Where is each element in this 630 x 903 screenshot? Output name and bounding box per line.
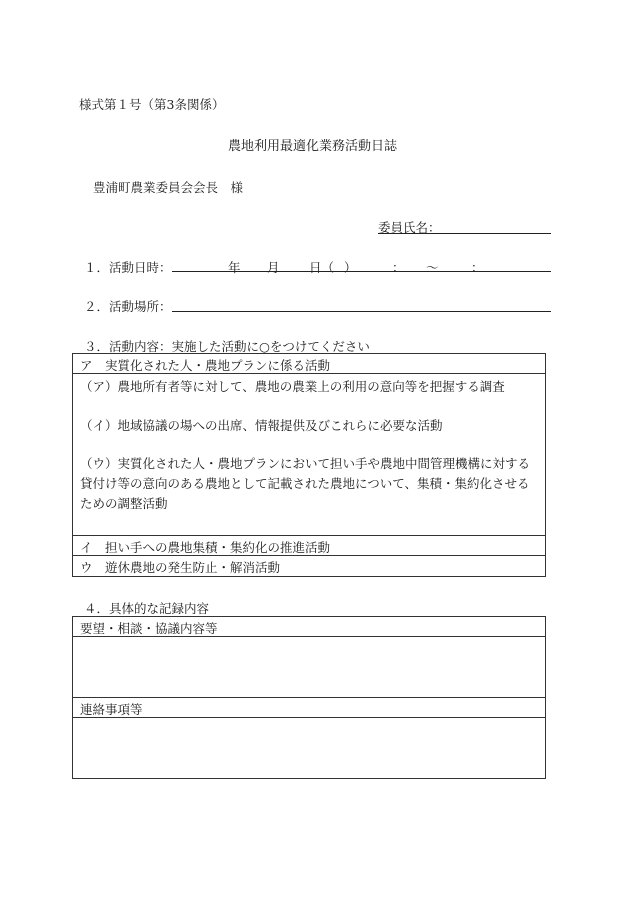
requests-header: 要望・相談・協議内容等 — [80, 621, 218, 636]
activity-content-label: ３．活動内容：実施した活動に○をつけてください — [84, 339, 370, 354]
activity-row-a1[interactable]: （ア）農地所有者等に対して、農地の農業上の利用の意向等を把握する調査 — [80, 379, 505, 394]
notices-header: 連絡事項等 — [80, 702, 143, 717]
requests-input-area[interactable] — [73, 637, 545, 697]
activity-row-a3[interactable]: （ウ）実質化された人・農地プランにおいて担い手や農地中間管理機構に対する貸付け等の意向のある農地として記載された農地について、集積・集約化させるための調整活動 — [80, 456, 531, 511]
row-divider — [73, 373, 545, 374]
time-range-tilde: ～ — [426, 260, 439, 275]
month-label: 月 — [267, 260, 280, 275]
activity-content-table — [72, 353, 546, 577]
day-label: 日（ — [309, 260, 335, 275]
requests-box — [72, 616, 546, 698]
member-name-field[interactable] — [378, 233, 551, 234]
activity-row-c[interactable]: ウ 遊休農地の発生防止・解消活動 — [80, 560, 281, 575]
activity-place-label: ２．活動場所： — [84, 299, 172, 314]
end-time-colon: ： — [471, 260, 484, 275]
notices-box — [72, 697, 546, 779]
activity-datetime-field[interactable] — [172, 271, 551, 272]
record-content-label: ４．具体的な記録内容 — [84, 601, 210, 616]
form-number-label: 様式第１号（第3条関係） — [79, 97, 225, 112]
notices-input-area[interactable] — [73, 718, 545, 778]
activity-row-b[interactable]: イ 担い手への農地集積・集約化の推進活動 — [80, 540, 331, 555]
row-divider — [73, 555, 545, 556]
weekday-paren-close: ） — [344, 260, 357, 275]
start-time-colon: ： — [392, 260, 405, 275]
activity-row-a-header[interactable]: ア 実質化された人・農地プランに係る活動 — [80, 358, 331, 373]
row-divider — [73, 535, 545, 536]
activity-datetime-label: １．活動日時： — [84, 260, 172, 275]
activity-place-field[interactable] — [172, 311, 551, 312]
member-name-label: 委員氏名： — [378, 220, 441, 235]
year-label: 年 — [228, 260, 241, 275]
activity-row-a2[interactable]: （イ）地域協議の場への出席、情報提供及びこれらに必要な活動 — [80, 418, 443, 433]
addressee: 豊浦町農業委員会会長 様 — [93, 180, 244, 195]
page-title: 農地利用最適化業務活動日誌 — [228, 139, 398, 154]
